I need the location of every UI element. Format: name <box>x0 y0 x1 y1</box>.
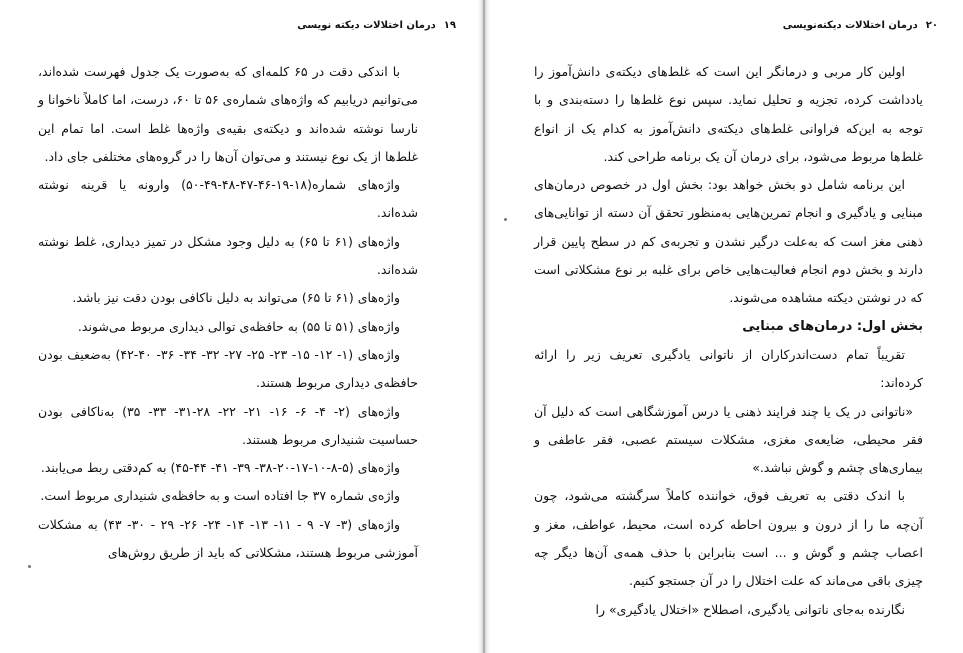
paragraph: با اندک دقتی به تعریف فوق، خواننده کاملاً سرگشته می‌شود، چون آن‌چه ما را از درون و بیرون احاطه کرده است، محیط، عواطف، مغز و اعصاب چشم و گوش و ... است بنابراین با حذف همه‌ی آن‌ها دیگر چه چیزی باقی می‌ماند که علت اختلال را در آن جستجو کنیم. <box>534 488 923 589</box>
scan-speck <box>504 218 507 221</box>
paragraph: تقریباً تمام دست‌اندرکاران از ناتوانی یادگیری تعریف زیر را ارائه کرده‌اند: <box>534 346 923 391</box>
definition-quote: «ناتوانی در یک یا چند فرایند ذهنی یا درس آموزشگاهی است که دلیل آن فقر محیطی، ضایعه‌ی مغزی، مشکلات سیستم عصبی، فقر عاطفی و بیماری‌های چشم و گوش نباشد.» <box>534 403 923 476</box>
paragraph: واژه‌های (۲- ۴- ۶- ۱۶- ۲۱- ۲۲- ۲۸-۳۱- ۳۳- ۳۵) به‌ناکافی بودن حساسیت شنیداری مربوط هستند. <box>38 403 418 447</box>
paragraph: با اندکی دقت در ۶۵ کلمه‌ای که به‌صورت یک جدول فهرست شده‌اند، می‌توانیم دریابیم که واژه‌های شماره‌ی ۵۶ تا ۶۰، درست، اما کاملاً ناخوانا و نارسا نوشته شده‌اند و دیکته‌ی بقیه‌ی واژه‌ها غلط است. اما تمام این غلط‌ها از یک نوع نیستند و می‌توان آن‌ها را در گروه‌های مختلفی جای داد. <box>38 64 419 164</box>
left-page-header <box>22 20 456 31</box>
left-header-title: درمان اختلالات دیکته نویسی <box>297 20 436 31</box>
right-page-number: ۲۰ <box>925 20 938 31</box>
paragraph: اولین کار مربی و درمانگر این است که غلط‌های دیکته‌ی دانش‌آموز را یادداشت کرده، تجزیه و تحلیل نماید. سپس نوع غلط‌ها را دسته‌بندی و با توجه به این‌که فراوانی غلط‌های دیکته‌ی دانش‌آموز به کدام یک از انواع غلط‌ها مربوط می‌شود، برای درمان آن یک برنامه طراحی کند. <box>534 64 923 164</box>
paragraph: واژه‌های (۵۱ تا ۵۵) به حافظه‌ی توالی دیداری مربوط می‌شوند. <box>77 318 400 334</box>
paragraph: نگارنده به‌جای ناتوانی یادگیری، اصطلاح «اختلال یادگیری» را <box>595 601 905 617</box>
paragraph: واژه‌های (۶۱ تا ۶۵) می‌تواند به دلیل ناکافی بودن دقت نیز باشد. <box>72 290 400 306</box>
paragraph: واژه‌ی شماره ۳۷ جا افتاده است و به حافظه‌ی شنیداری مربوط است. <box>40 488 400 504</box>
paragraph: واژه‌های (۳- ۷- ۹ - ۱۱- ۱۳- ۱۴- ۲۴- ۲۶- ۲۹ - ۳۰- ۴۳) به مشکلات آموزشی مربوط هستند، مشکلاتی که باید از طریق روش‌های <box>38 516 418 561</box>
book-gutter <box>478 0 490 653</box>
left-page-body <box>38 58 418 567</box>
scan-speck <box>28 565 31 568</box>
right-page <box>490 0 963 653</box>
paragraph: واژه‌های (۶۱ تا ۶۵) به دلیل وجود مشکل در تمیز دیداری، غلط نوشته شده‌اند. <box>38 233 418 278</box>
left-page <box>0 0 478 653</box>
right-page-header <box>510 20 938 31</box>
paragraph: واژه‌های شماره(۱۸-۱۹-۴۶-۴۷-۴۸-۴۹-۵۰) وارونه یا قرینه نوشته شده‌اند. <box>38 177 418 221</box>
section-heading: بخش اول: درمان‌های مبنایی <box>742 318 923 334</box>
right-page-body <box>534 58 923 624</box>
paragraph: واژه‌های (۱- ۱۲- ۱۵- ۲۳- ۲۵- ۲۷- ۳۲- ۳۴- ۳۶- ۴۰-۴۲) به‌ضعیف بودن حافظه‌ی دیداری مربوط هستند. <box>38 346 418 391</box>
right-header-title: درمان اختلالات دیکته‌نویسی <box>782 20 918 31</box>
paragraph: این برنامه شامل دو بخش خواهد بود: بخش اول در خصوص درمان‌های مبنایی و یادگیری و انجام تمرین‌هایی به‌منظور تحقق آن دسته از توانایی‌های ذهنی مغز است که به‌علت درگیر نشدن و تجربه‌ی کم در سطح پایین قرار دارند و بخش دوم انجام فعالیت‌هایی خاص برای غلبه بر نوع مشکلاتی است که در نوشتن دیکته مشاهده می‌شوند. <box>534 177 923 306</box>
left-page-number: ۱۹ <box>443 20 456 31</box>
paragraph: واژه‌های (۵-۸-۱۰-۱۷-۲۰-۳۸- ۳۹- ۴۱- ۴۴-۴۵) به کم‌دقتی ربط می‌یابند. <box>40 460 400 476</box>
